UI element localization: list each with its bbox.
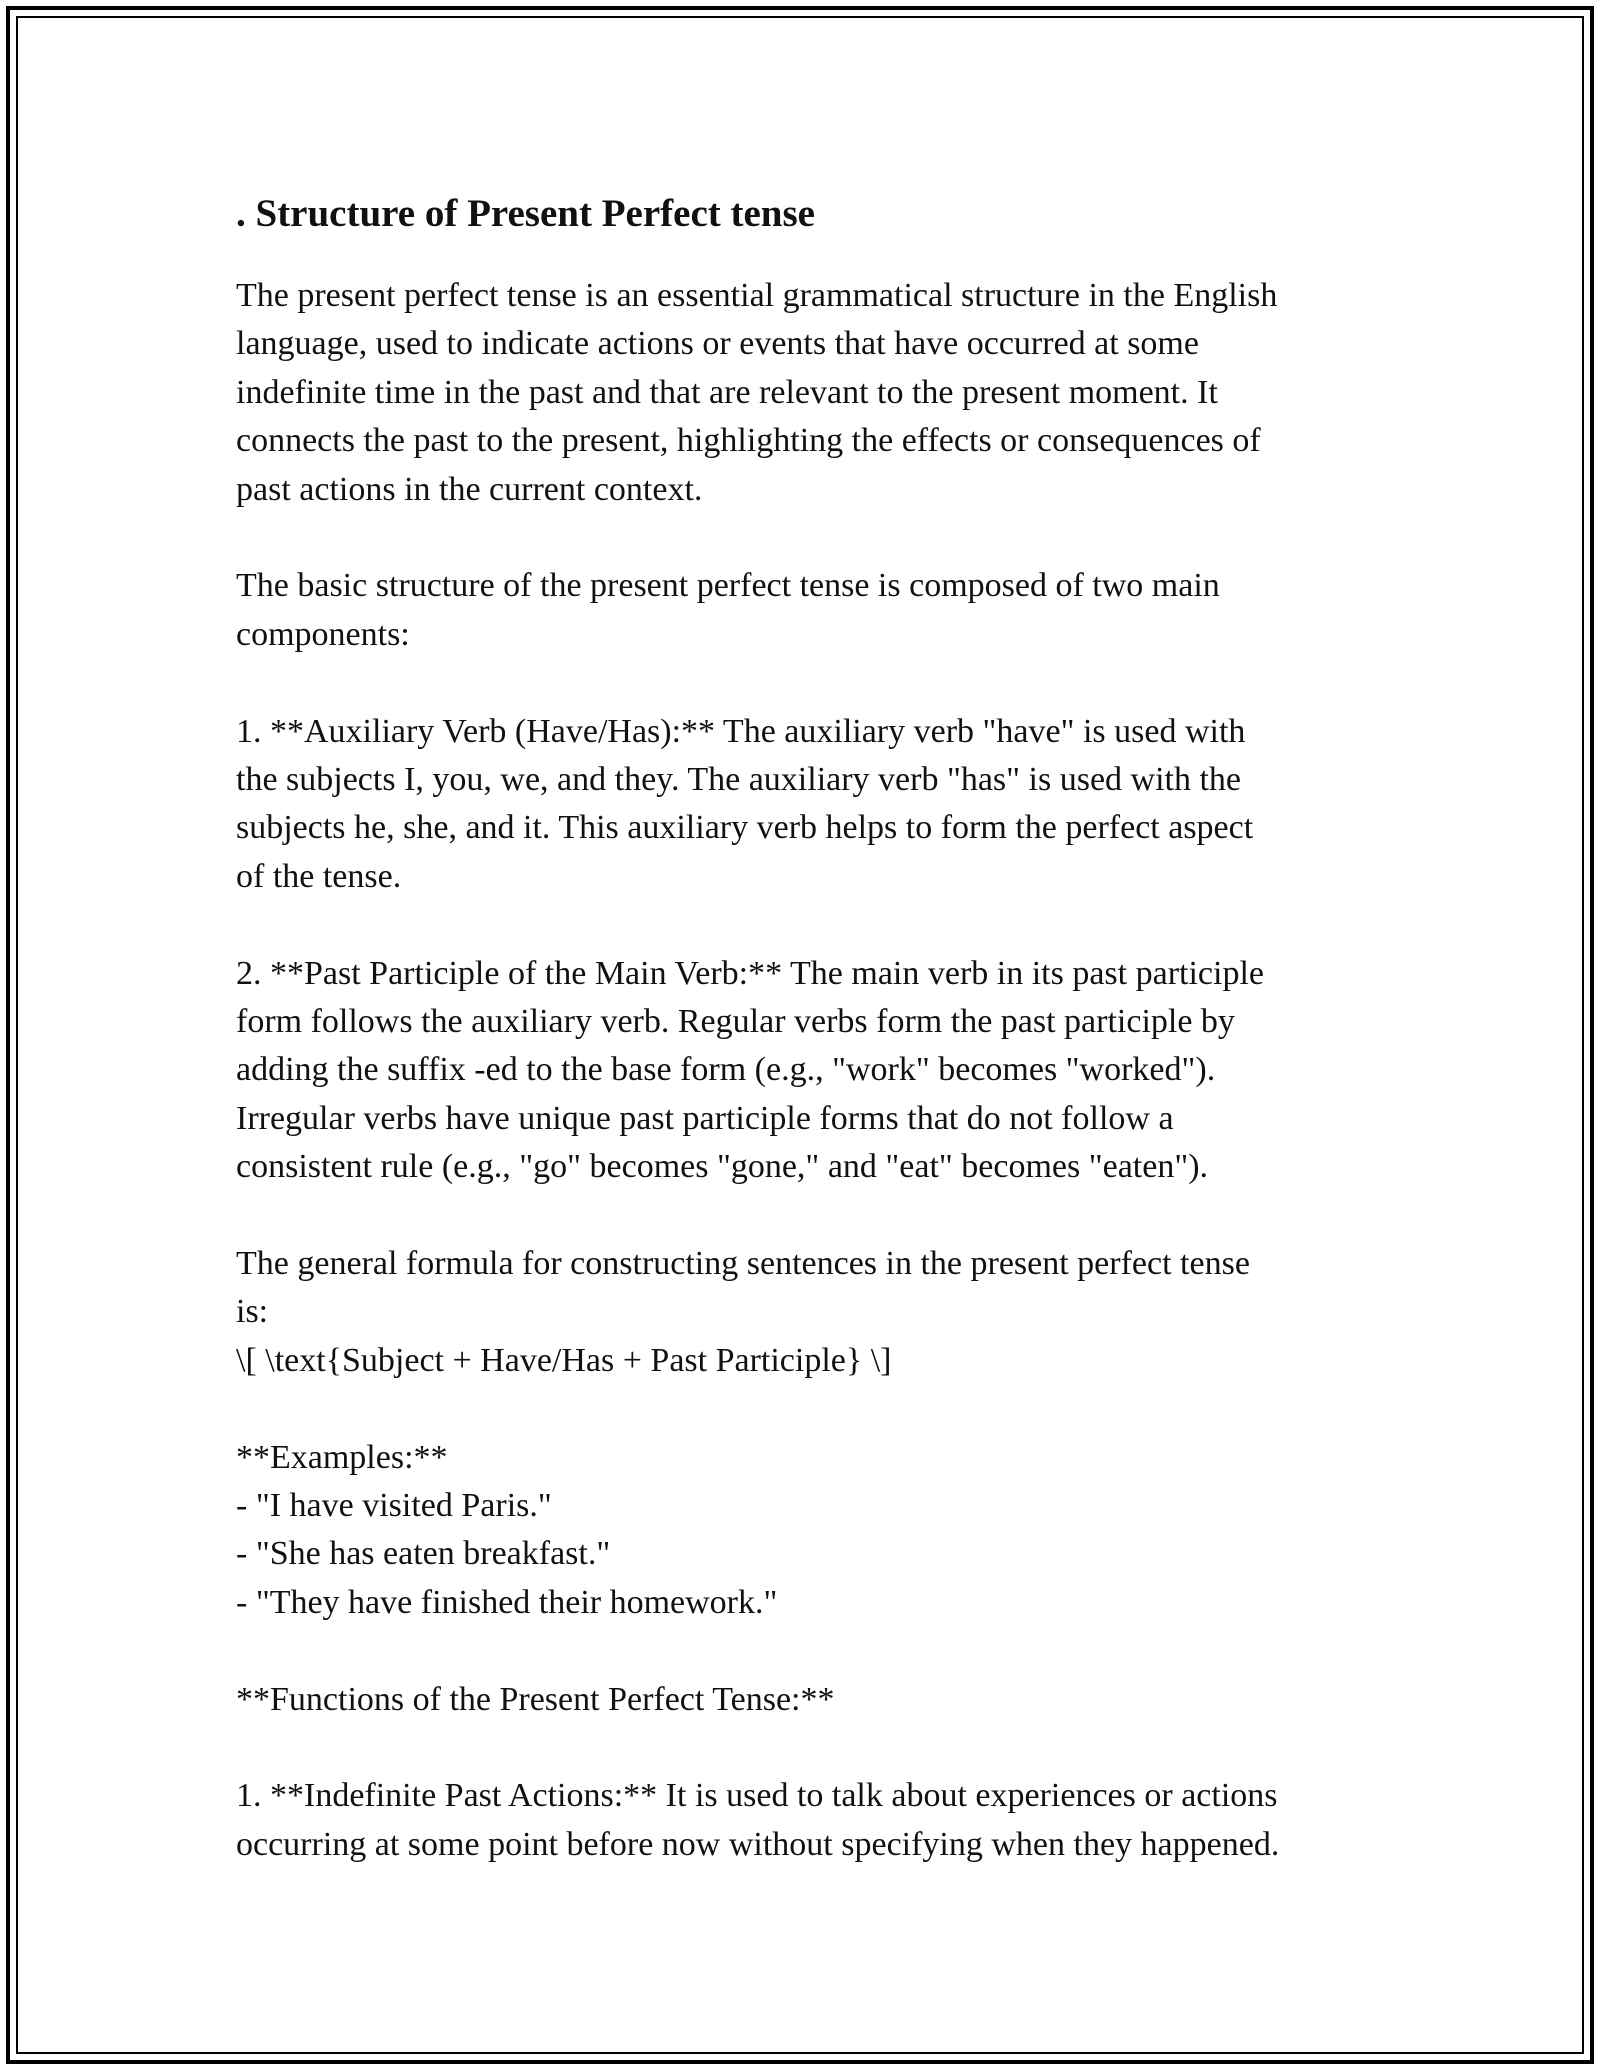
text-line: - "They have finished their homework." [236, 1583, 778, 1621]
text-line: adding the suffix -ed to the base form (e.g., "work" becomes "worked"). [236, 1051, 1216, 1089]
document-title: . Structure of Present Perfect tense [236, 192, 815, 235]
examples-paragraph [236, 1434, 1396, 1628]
text-line: 1. **Auxiliary Verb (Have/Has):** The auxiliary verb "have" is used with [236, 712, 1246, 750]
text-line: consistent rule (e.g., "go" becomes "gone," and "eat" becomes "eaten"). [236, 1148, 1209, 1186]
text-line: language, used to indicate actions or events that have occurred at some [236, 325, 1199, 363]
text-line: - "She has eaten breakfast." [236, 1535, 611, 1573]
intro-paragraph [236, 272, 1396, 514]
indefinite-past-paragraph [236, 1772, 1396, 1869]
components-intro-paragraph [236, 562, 1396, 659]
text-line: Irregular verbs have unique past participle forms that do not follow a [236, 1099, 1174, 1137]
text-line: connects the past to the present, highlighting the effects or consequences of [236, 422, 1261, 460]
text-line: the subjects I, you, we, and they. The auxiliary verb "has" is used with the [236, 761, 1242, 799]
text-line: \[ \text{Subject + Have/Has + Past Participle} \] [236, 1341, 892, 1379]
text-line: **Examples:** [236, 1438, 448, 1476]
text-line: 2. **Past Participle of the Main Verb:** The main verb in its past participle [236, 954, 1264, 992]
text-line: indefinite time in the past and that are relevant to the present moment. It [236, 373, 1218, 411]
text-line: form follows the auxiliary verb. Regular verbs form the past participle by [236, 1003, 1235, 1041]
text-line: The general formula for constructing sentences in the present perfect tense [236, 1245, 1250, 1283]
text-line: past actions in the current context. [236, 470, 703, 508]
text-line: is: [236, 1293, 269, 1331]
text-line: **Functions of the Present Perfect Tense:** [236, 1680, 835, 1718]
text-line: of the tense. [236, 857, 402, 895]
text-line: The present perfect tense is an essential grammatical structure in the English [236, 277, 1278, 314]
auxiliary-verb-paragraph [236, 708, 1396, 902]
text-line: subjects he, she, and it. This auxiliary verb helps to form the perfect aspect [236, 809, 1254, 847]
past-participle-paragraph [236, 950, 1396, 1192]
formula-paragraph [236, 1240, 1396, 1385]
text-line: 1. **Indefinite Past Actions:** It is used to talk about experiences or actions [236, 1777, 1278, 1815]
text-line: The basic structure of the present perfect tense is composed of two main [236, 567, 1220, 605]
text-line: components: [236, 615, 410, 653]
text-line: - "I have visited Paris." [236, 1487, 552, 1525]
functions-heading-paragraph [236, 1676, 1396, 1724]
text-line: occurring at some point before now without specifying when they happened. [236, 1825, 1280, 1863]
document-blocks [236, 272, 1396, 1869]
document-body [236, 186, 1396, 1918]
